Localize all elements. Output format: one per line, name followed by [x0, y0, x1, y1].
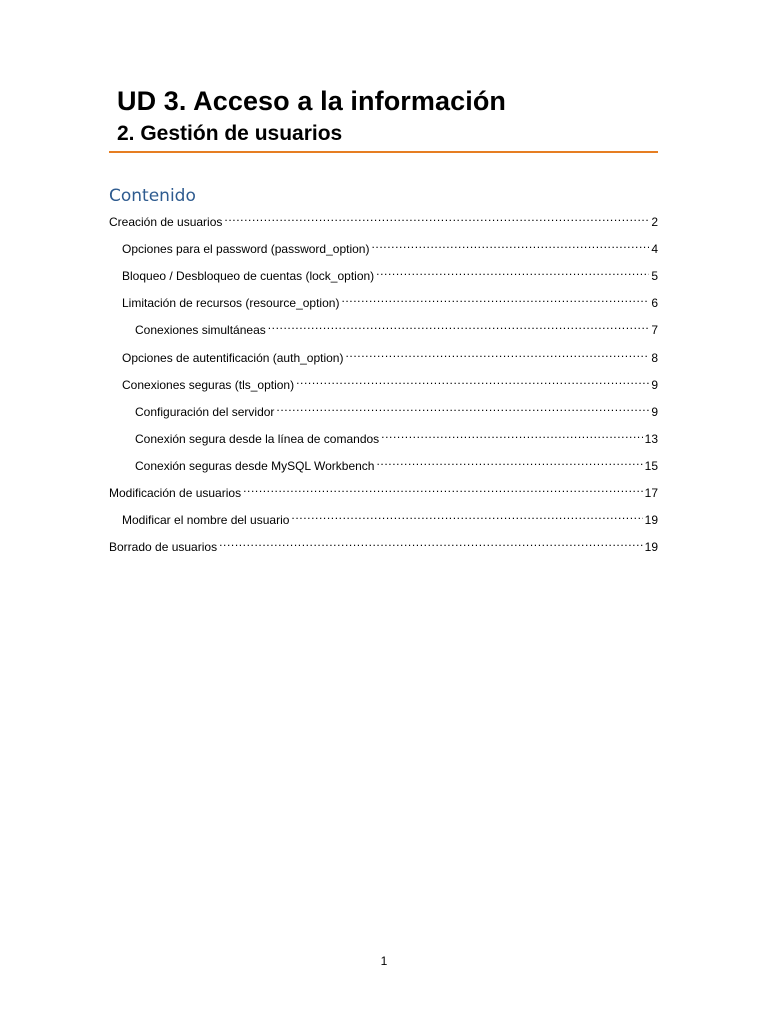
toc-entry-label: Conexión seguras desde MySQL Workbench [135, 459, 375, 473]
toc-entry-page: 6 [651, 296, 658, 310]
document-title: UD 3. Acceso a la información [117, 86, 507, 116]
toc-dot-leader [268, 316, 650, 334]
toc-entry-label: Conexiones seguras (tls_option) [122, 378, 295, 392]
toc-entry-label: Opciones para el password (password_option) [122, 242, 370, 256]
toc-entry-page: 5 [651, 269, 658, 283]
toc-entry-page: 9 [651, 378, 658, 392]
toc-entry[interactable] [135, 316, 658, 337]
toc-entry[interactable] [122, 371, 658, 392]
toc-dot-leader [341, 289, 649, 307]
toc-dot-leader [376, 262, 649, 280]
toc-dot-leader [243, 479, 643, 497]
toc-entry-page: 13 [644, 432, 658, 446]
toc-entry[interactable] [135, 452, 658, 473]
toc-entry[interactable] [122, 506, 658, 527]
toc-entry-page: 2 [651, 215, 658, 229]
page-number: 1 [380, 954, 388, 968]
toc-entry[interactable] [122, 344, 658, 365]
toc-entry-page: 19 [644, 540, 658, 554]
toc-entry[interactable] [109, 533, 658, 554]
toc-entry-label: Borrado de usuarios [109, 540, 218, 554]
toc-entry[interactable] [109, 479, 658, 500]
document-subtitle: 2. Gestión de usuarios [117, 122, 343, 145]
toc-entry-label: Limitación de recursos (resource_option) [122, 296, 340, 310]
toc-dot-leader [276, 398, 649, 416]
toc-entry-page: 17 [644, 486, 658, 500]
toc-entry[interactable] [135, 425, 658, 446]
toc-entry[interactable] [109, 208, 658, 229]
toc-entry-label: Bloqueo / Desbloqueo de cuentas (lock_option) [122, 269, 375, 283]
toc-entry-label: Modificar el nombre del usuario [122, 513, 290, 527]
toc-entry-page: 4 [651, 242, 658, 256]
toc-dot-leader [381, 425, 642, 443]
toc-entry-label: Modificación de usuarios [109, 486, 242, 500]
toc-entry[interactable] [122, 235, 658, 256]
toc-dot-leader [219, 533, 643, 551]
toc-entry[interactable] [122, 262, 658, 283]
toc-entry[interactable] [135, 398, 658, 419]
toc-entry-label: Creación de usuarios [109, 215, 223, 229]
toc-entry[interactable] [122, 289, 658, 310]
toc-entry-page: 8 [651, 351, 658, 365]
toc-entry-page: 15 [644, 459, 658, 473]
toc-entry-label: Conexiones simultáneas [135, 323, 266, 337]
toc-entry-page: 7 [651, 323, 658, 337]
toc-entry-label: Opciones de autentificación (auth_option) [122, 351, 344, 365]
toc-entry-label: Configuración del servidor [135, 405, 275, 419]
toc-entry-label: Conexión segura desde la línea de comandos [135, 432, 380, 446]
toc-dot-leader [224, 208, 649, 226]
toc-entry-page: 19 [644, 513, 658, 527]
toc-heading: Contenido [109, 186, 196, 206]
toc-dot-leader [296, 371, 649, 389]
title-divider [109, 151, 658, 153]
toc-dot-leader [376, 452, 642, 470]
toc-dot-leader [345, 344, 649, 362]
toc-dot-leader [371, 235, 649, 253]
toc-dot-leader [291, 506, 642, 524]
toc-entry-page: 9 [651, 405, 658, 419]
